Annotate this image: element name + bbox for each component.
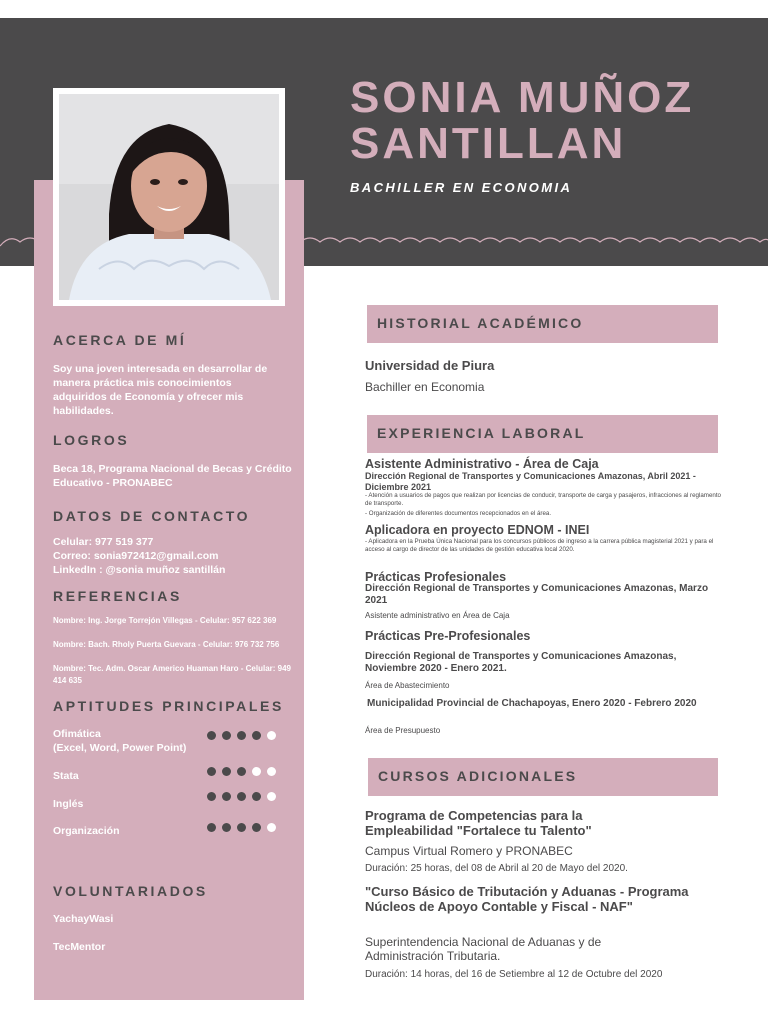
job-note: Área de Abastecimiento [365, 681, 450, 690]
experience-heading: EXPERIENCIA LABORAL [377, 425, 586, 441]
job-organization: Dirección Regional de Transportes y Comunicaciones Amazonas, Noviembre 2020 - Enero 2021. [365, 651, 677, 674]
rating-dot-filled [222, 823, 231, 832]
job-title: Prácticas Pre-Profesionales [365, 629, 531, 643]
rating-dot-empty [252, 767, 261, 776]
rating-dot-filled [237, 731, 246, 740]
skill-rating-english [207, 792, 276, 801]
rating-dot-filled [237, 792, 246, 801]
course-title: "Curso Básico de Tributación y Aduanas - Programa Núcleos de Apoyo Contable y Fiscal - NAF" [365, 884, 689, 914]
course-title: Programa de Competencias para la Empleabilidad "Fortalece tu Talento" [365, 808, 592, 838]
references-heading: REFERENCIAS [53, 588, 182, 604]
academic-section-header [367, 305, 718, 343]
contact-phone[interactable]: Celular: 977 519 377 [53, 536, 154, 548]
reference-item: Nombre: Tec. Adm. Oscar Americo Huaman Haro - Celular: 949 414 635 [53, 664, 291, 685]
rating-dot-empty [267, 767, 276, 776]
courses-heading: CURSOS ADICIONALES [378, 768, 578, 784]
name-first-line: SONIA MUÑOZ [350, 73, 695, 122]
rating-dot-filled [252, 823, 261, 832]
skill-label-office: Ofimática [53, 728, 101, 740]
job-note: Área de Presupuesto [365, 726, 441, 735]
achievements-text: Beca 18, Programa Nacional de Becas y Crédito Educativo - PRONABEC [53, 463, 292, 489]
rating-dot-empty [267, 792, 276, 801]
academic-heading: HISTORIAL ACADÉMICO [377, 315, 584, 331]
rating-dot-filled [237, 823, 246, 832]
rating-dot-filled [237, 767, 246, 776]
profile-photo [59, 94, 279, 300]
rating-dot-filled [207, 767, 216, 776]
rating-dot-filled [222, 792, 231, 801]
skills-heading: APTITUDES PRINCIPALES [53, 698, 284, 714]
contact-email[interactable]: Correo: sonia972412@gmail.com [53, 550, 219, 562]
course-provider: Campus Virtual Romero y PRONABEC [365, 844, 573, 858]
volunteering-heading: VOLUNTARIADOS [53, 883, 208, 899]
reference-item: Nombre: Bach. Rholy Puerta Guevara - Celular: 976 732 756 [53, 640, 280, 649]
profile-title: BACHILLER EN ECONOMIA [350, 180, 573, 195]
rating-dot-filled [252, 792, 261, 801]
rating-dot-filled [222, 767, 231, 776]
rating-dot-filled [207, 731, 216, 740]
name-second-line: SANTILLAN [350, 119, 627, 168]
job-description: - Aplicadora en la Prueba Única Nacional para los concursos públicos de ingreso a la carrera pública magisterial 2021 y para el acceso al cargo de director de las unidades de gestión educativa local 2020. [365, 538, 714, 553]
reference-item: Nombre: Ing. Jorge Torrejón Villegas - Celular: 957 622 369 [53, 616, 277, 625]
course-provider: Superintendencia Nacional de Aduanas y de Administración Tributaria. [365, 935, 602, 963]
rating-dot-filled [252, 731, 261, 740]
rating-dot-empty [267, 823, 276, 832]
rating-dot-empty [267, 731, 276, 740]
contact-heading: DATOS DE CONTACTO [53, 508, 251, 524]
rating-dot-filled [207, 792, 216, 801]
volunteering-item: YachayWasi [53, 913, 114, 925]
volunteering-item: TecMentor [53, 941, 106, 953]
job-title: Aplicadora en proyecto EDNOM - INEI [365, 523, 590, 537]
rating-dot-filled [222, 731, 231, 740]
experience-section-header [367, 415, 718, 453]
course-duration: Duración: 25 horas, del 08 de Abril al 20 de Mayo del 2020. [365, 863, 628, 874]
rating-dot-filled [207, 823, 216, 832]
skill-label-english: Inglés [53, 798, 84, 810]
skill-rating-office [207, 731, 276, 740]
profile-photo-frame [53, 88, 285, 306]
about-heading: ACERCA DE MÍ [53, 332, 187, 348]
skill-label-office-detail: (Excel, Word, Power Point) [53, 742, 187, 754]
achievements-heading: LOGROS [53, 432, 130, 448]
contact-linkedin[interactable]: LinkedIn : @sonia muñoz santillán [53, 564, 226, 576]
job-organization: Municipalidad Provincial de Chachapoyas, Enero 2020 - Febrero 2020 [367, 698, 697, 709]
job-title: Prácticas Profesionales [365, 570, 507, 584]
job-note: Asistente administrativo en Área de Caja [365, 611, 510, 620]
skill-rating-organization [207, 823, 276, 832]
about-text: Soy una joven interesada en desarrollar de manera práctica mis conocimientos adquiridos de Economía y ofrecer mis habilidades. [53, 363, 268, 417]
skill-label-organization: Organización [53, 825, 120, 837]
job-description: - Organización de diferentes documentos recepcionados en el área. [365, 510, 552, 517]
job-description: - Atención a usuarios de pagos que realizan por licencias de conducir, transporte de carga y pasajeros, infracciones al reglamento de transporte. [365, 492, 721, 507]
skill-label-stata: Stata [53, 770, 79, 782]
job-title: Asistente Administrativo - Área de Caja [365, 457, 599, 471]
job-organization: Dirección Regional de Transportes y Comunicaciones Amazonas, Abril 2021 - Diciembre 2021 [365, 471, 696, 492]
course-duration: Duración: 14 horas, del 16 de Setiembre al 12 de Octubre del 2020 [365, 969, 663, 980]
academic-degree: Bachiller en Economia [365, 380, 485, 394]
skill-rating-stata [207, 767, 276, 776]
courses-section-header [368, 758, 718, 796]
job-organization: Dirección Regional de Transportes y Comunicaciones Amazonas, Marzo 2021 [365, 583, 709, 606]
academic-institution: Universidad de Piura [365, 358, 495, 373]
